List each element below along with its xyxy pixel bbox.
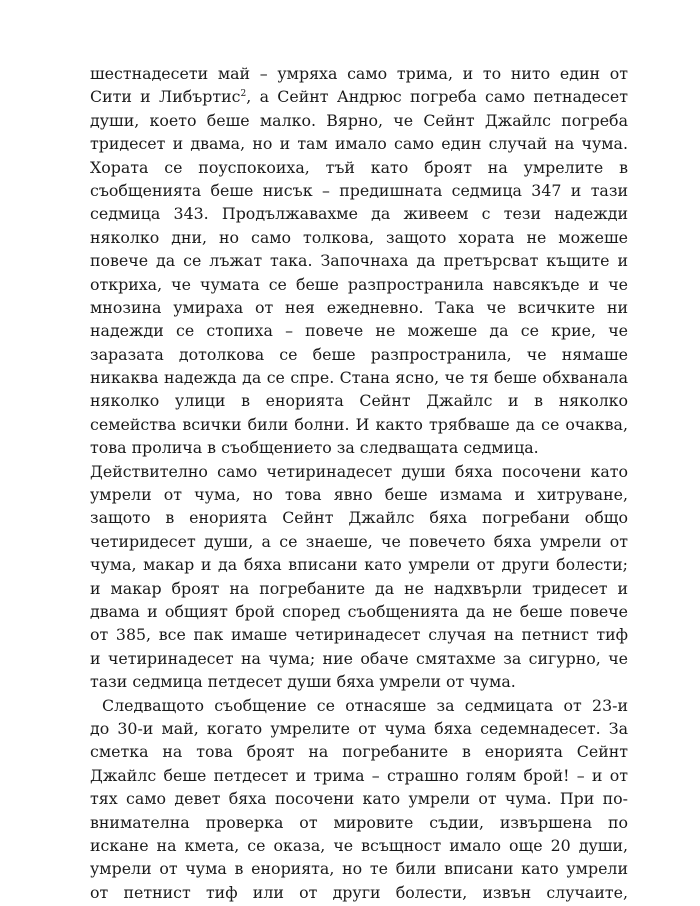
text-line <box>90 389 628 412</box>
line-text: и четиринадесет на чума; ние обаче смятахме за сигурно, че <box>90 648 628 668</box>
line-text: четиридесет души, а се знаеше, че повечето бяха умрели от <box>90 531 628 551</box>
line-text: Хората се поуспокоиха, тъй като броят на умрелите в <box>90 157 628 177</box>
text-line <box>90 249 628 272</box>
line-text: умрели от чума в енорията, но те били вписани като умрели <box>90 859 628 879</box>
line-text: искане на кмета, се оказа, че всъщност имало още 20 души, <box>90 835 628 855</box>
text-line <box>90 577 628 600</box>
line-text: семейства всички били болни. И както трябваше да се очаква, <box>90 414 628 434</box>
line-text: сметка на това броят на погребаните в енорията Сейнт <box>90 742 628 762</box>
line-text: умрели от чума, но това явно беше измама и хитруване, <box>90 485 628 505</box>
book-page-text <box>90 62 628 904</box>
line-text: до 30-и май, когато умрелите от чума бяха седемнадесет. За <box>90 718 628 738</box>
text-line <box>90 553 628 576</box>
text-line <box>90 226 628 249</box>
text-line <box>90 436 628 459</box>
text-line <box>90 343 628 366</box>
text-line <box>90 834 628 857</box>
line-text: Действително само четиринадесет души бяха посочени като <box>90 461 628 481</box>
text-line <box>90 483 628 506</box>
text-line <box>90 787 628 810</box>
line-text: няколко улици в енорията Сейнт Джайлс и в няколко <box>90 391 628 411</box>
line-text: съобщенията беше нисък – предишната седмица 347 и тази <box>90 180 628 200</box>
line-text-continued: , а Сейнт Андрюс погреба само петнадесет <box>246 87 628 107</box>
text-line <box>90 273 628 296</box>
text-line <box>90 530 628 553</box>
text-line <box>90 156 628 179</box>
line-text: двама и общият брой според съобщенията да не беше повече <box>90 601 628 621</box>
line-text: тази седмица петдесет души бяха умрели от чума. <box>90 672 516 692</box>
line-text: няколко дни, но само толкова, защото хората не можеше <box>90 227 628 247</box>
line-text: Следващото съобщение се отнасяше за седмицата от 23-и <box>102 695 628 715</box>
text-line <box>90 670 628 693</box>
text-line <box>90 811 628 834</box>
text-line <box>90 881 628 904</box>
text-line <box>90 764 628 787</box>
line-text: тридесет и двама, но и там имало само един случай на чума. <box>90 134 628 154</box>
text-line <box>90 506 628 529</box>
line-text: Сити и Либъртис <box>90 87 241 107</box>
line-text: чума, макар и да бяха вписани като умрели от други болести; <box>90 555 628 575</box>
text-line <box>90 740 628 763</box>
line-text: надежди се стопиха – повече не можеше да се крие, че <box>90 321 628 341</box>
text-line <box>90 623 628 646</box>
text-line <box>90 202 628 225</box>
text-line <box>90 62 628 85</box>
text-line <box>90 600 628 623</box>
line-text: Джайлс беше петдесет и трима – страшно голям брой! – и от <box>90 765 628 785</box>
text-line <box>90 366 628 389</box>
line-text: откриха, че чумата се беше разпространила навсякъде и че <box>90 274 628 294</box>
line-text: седмица 343. Продължавахме да живеем с тези надежди <box>90 204 628 224</box>
text-line <box>90 109 628 132</box>
line-text: повече да се лъжат така. Започнаха да претърсват къщите и <box>90 251 628 271</box>
text-line <box>90 413 628 436</box>
line-text: заразата дотолкова се беше разпространила, че нямаше <box>90 344 628 364</box>
line-text: души, което беше малко. Вярно, че Сейнт Джайлс погреба <box>90 110 628 130</box>
line-text: от 385, все пак имаше четиринадесет случая на петнист тиф <box>90 625 628 645</box>
text-line <box>90 132 628 155</box>
text-line <box>90 179 628 202</box>
line-text: никаква надежда да се спре. Стана ясно, че тя беше обхванала <box>90 368 628 388</box>
line-text: мнозина умираха от нея ежедневно. Така че всичките ни <box>90 297 628 317</box>
line-text: това пролича в съобщението за следващата седмица. <box>90 438 539 458</box>
line-text: внимателна проверка от мировите съдии, извършена по <box>90 812 628 832</box>
line-text: от петнист тиф или от други болести, извън случаите, <box>90 882 628 902</box>
line-text: тях само девет бяха посочени като умрели от чума. При по- <box>90 789 628 809</box>
text-line <box>90 647 628 670</box>
text-line <box>90 857 628 880</box>
text-line <box>90 460 628 483</box>
text-line <box>90 694 628 717</box>
text-line <box>90 85 628 108</box>
text-line <box>90 319 628 342</box>
footnote-marker: 2 <box>240 89 247 100</box>
line-text: защото в енорията Сейнт Джайлс бяха погребани общо <box>90 508 628 528</box>
text-line <box>90 296 628 319</box>
text-line <box>90 717 628 740</box>
line-text: шестнадесети май – умряха само трима, и то нито един от <box>90 64 628 83</box>
line-text: и макар броят на погребаните да не надхвърли тридесет и <box>90 578 628 598</box>
